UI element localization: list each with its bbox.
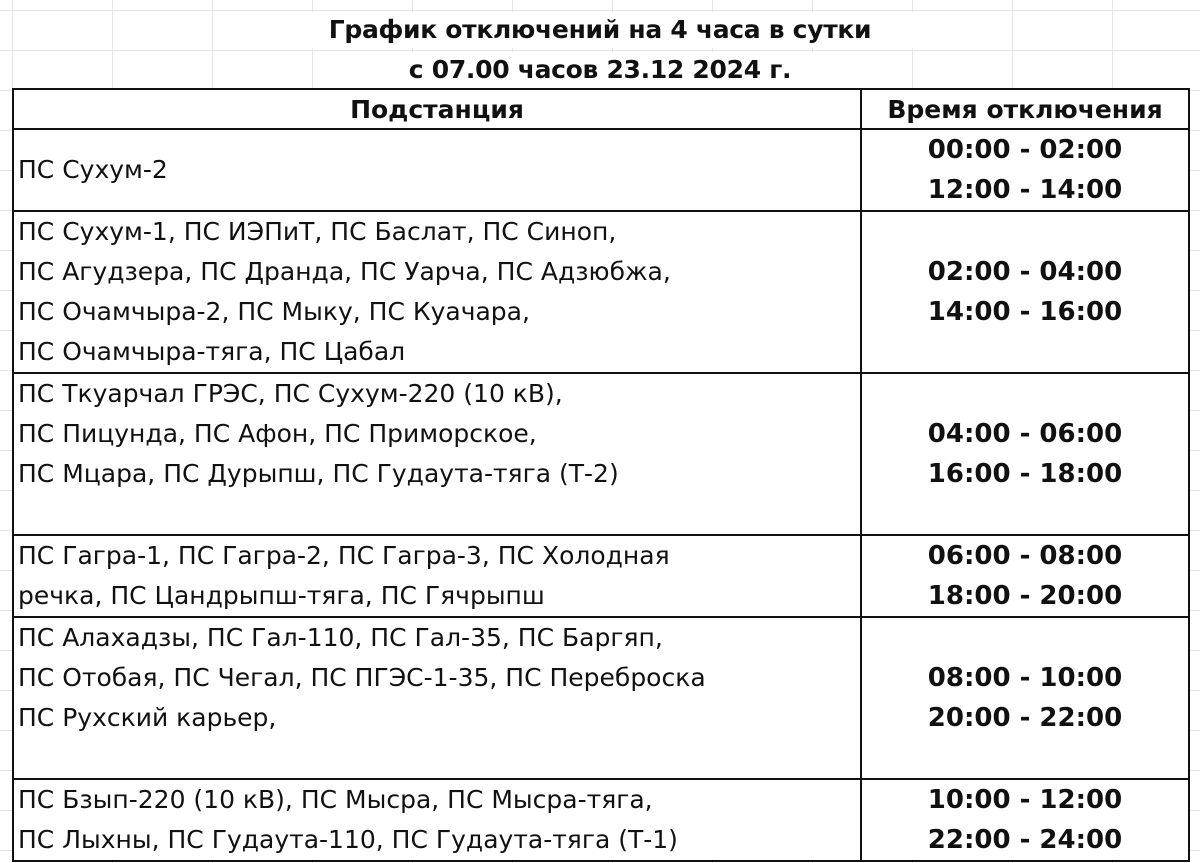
- table-row: [13, 373, 1189, 535]
- substation-line: ПС Гагра-1, ПС Гагра-2, ПС Гагра-3, ПС Холодная: [18, 541, 670, 570]
- time-range: 10:00 - 12:00: [927, 785, 1123, 815]
- substation-line: ПС Сухум-1, ПС ИЭПиТ, ПС Баслат, ПС Синоп,: [18, 217, 617, 246]
- substation-cell: [13, 535, 861, 617]
- document-title: График отключений на 4 часа в сутки: [280, 12, 920, 48]
- time-range: 16:00 - 18:00: [927, 459, 1123, 489]
- table-row: [13, 617, 1189, 779]
- time-range: 20:00 - 22:00: [927, 703, 1123, 733]
- substation-line: [18, 738, 860, 778]
- time-range: 22:00 - 24:00: [927, 825, 1123, 855]
- header-substation: Подстанция: [13, 89, 861, 129]
- time-range: 18:00 - 20:00: [927, 581, 1123, 611]
- substation-line: ПС Алахадзы, ПС Гал-110, ПС Гал-35, ПС Баргяп,: [18, 623, 663, 652]
- substation-line: ПС Лыхны, ПС Гудаута-110, ПС Гудаута-тяга (Т-1): [18, 825, 678, 854]
- substation-line: ПС Отобая, ПС Чегал, ПС ПГЭС-1-35, ПС Переброска: [18, 663, 706, 692]
- time-range: 14:00 - 16:00: [927, 297, 1123, 327]
- substation-line: ПС Мцара, ПС Дурыпш, ПС Гудаута-тяга (Т-2): [18, 459, 619, 488]
- table-row: [13, 535, 1189, 617]
- time-cell: [861, 535, 1189, 617]
- table-row: [13, 129, 1189, 211]
- document-subtitle: с 07.00 часов 23.12 2024 г.: [380, 52, 820, 88]
- time-range: 04:00 - 06:00: [927, 419, 1123, 449]
- time-cell: [861, 779, 1189, 861]
- header-row: [13, 89, 1189, 129]
- substation-line: ПС Агудзера, ПС Дранда, ПС Уарча, ПС Адзюбжа,: [18, 257, 671, 286]
- time-range: 06:00 - 08:00: [927, 541, 1123, 571]
- time-cell: [861, 211, 1189, 373]
- substation-line: ПС Рухский карьер,: [18, 703, 277, 732]
- substation-line: ПС Сухум-2: [18, 155, 168, 184]
- substation-cell: [13, 617, 861, 779]
- time-range: 00:00 - 02:00: [927, 135, 1123, 165]
- substation-line: ПС Очамчыра-тяга, ПС Цабал: [18, 337, 406, 366]
- substation-cell: [13, 373, 861, 535]
- time-cell: [861, 129, 1189, 211]
- substation-line: ПС Очамчыра-2, ПС Мыку, ПС Куачара,: [18, 297, 530, 326]
- substation-line: ПС Пицунда, ПС Афон, ПС Приморское,: [18, 419, 537, 448]
- substation-cell: [13, 211, 861, 373]
- time-cell: [861, 617, 1189, 779]
- substation-line: речка, ПС Цандрыпш-тяга, ПС Гячрыпш: [18, 581, 545, 610]
- header-time: Время отключения: [861, 89, 1189, 129]
- substation-cell: [13, 129, 861, 211]
- time-range: 02:00 - 04:00: [927, 257, 1123, 287]
- time-range: 12:00 - 14:00: [927, 175, 1123, 205]
- substation-line: [18, 494, 860, 534]
- table-row: [13, 779, 1189, 861]
- time-cell: [861, 373, 1189, 535]
- table-row: [13, 211, 1189, 373]
- schedule-table: [12, 88, 1190, 862]
- time-range: 08:00 - 10:00: [927, 663, 1123, 693]
- substation-line: ПС Ткуарчал ГРЭС, ПС Сухум-220 (10 кВ),: [18, 379, 563, 408]
- substation-line: ПС Бзып-220 (10 кВ), ПС Мысра, ПС Мысра-тяга,: [18, 785, 653, 814]
- substation-cell: [13, 779, 861, 861]
